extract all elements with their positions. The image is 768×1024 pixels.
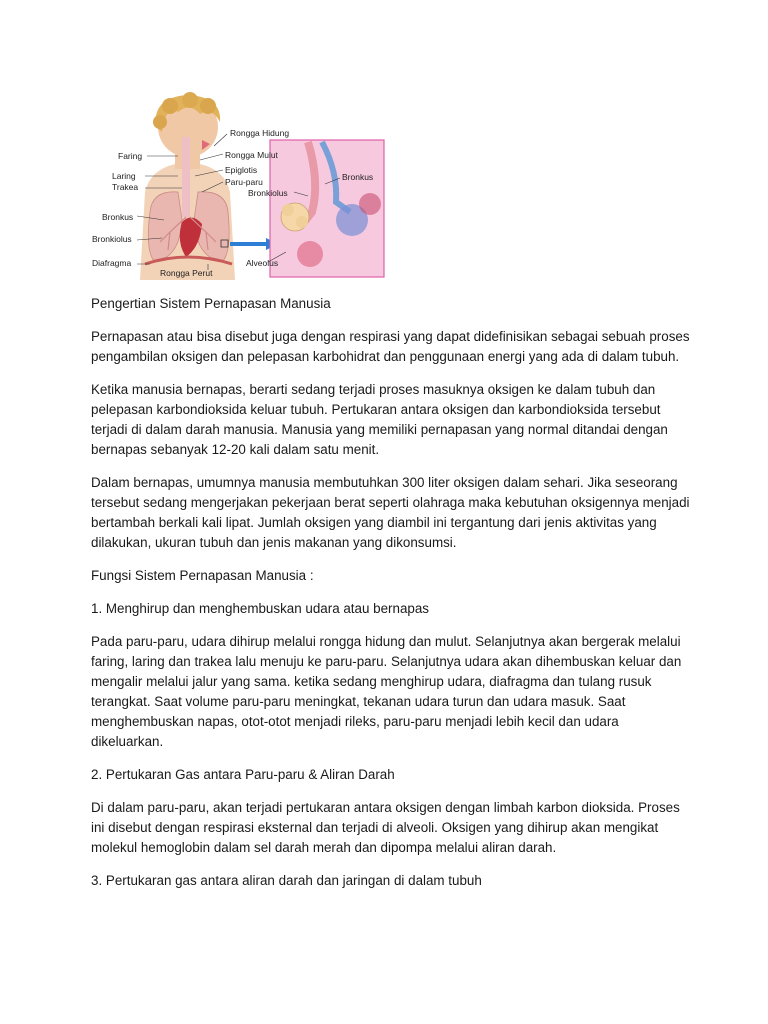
- paragraph: Ketika manusia bernapas, berarti sedang terjadi proses masuknya oksigen ke dalam tubuh dan pelepasan karbondioksida keluar tubuh. Pertukaran antara oksigen dan karbondioksida tersebut terjadi di dalam darah manusia. Manusia yang memiliki pernapasan yang normal ditandai dengan bernapas sebanyak 12-20 kali dalam satu menit.: [91, 382, 668, 457]
- paragraph: Dalam bernapas, umumnya manusia membutuhkan 300 liter oksigen dalam sehari. Jika seseorang tersebut sedang mengerjakan pekerjaan berat seperti olahraga maka kebutuhan oksigennya menjadi bertambah berkali kali lipat. Jumlah oksigen yang diambil ini tergantung dari jenis aktivitas yang dilakukan, ukuran tubuh dan jenis makanan yang dikonsumsi.: [91, 475, 690, 550]
- label-paru-paru: Paru-paru: [225, 177, 263, 187]
- respiratory-system-figure: [90, 92, 390, 280]
- label-rongga-hidung: Rongga Hidung: [230, 128, 290, 138]
- paragraph: Di dalam paru-paru, akan terjadi pertukaran antara oksigen dengan limbah karbon dioksida. Proses ini disebut dengan respirasi eksternal dan terjadi di alveoli. Oksigen yang dihirup akan mengikat molekul hemoglobin dalam sel darah merah dan dipompa melalui aliran darah.: [91, 800, 680, 855]
- label-rongga-mulut: Rongga Mulut: [225, 150, 278, 160]
- label-trakea: Trakea: [112, 182, 139, 192]
- section-heading: Pengertian Sistem Pernapasan Manusia: [91, 296, 331, 311]
- trachea-shape: [182, 137, 190, 217]
- list-heading: 2. Pertukaran Gas antara Paru-paru & Aliran Darah: [91, 767, 395, 782]
- label-bronkus-right: Bronkus: [342, 172, 374, 182]
- list-heading: 3. Pertukaran gas antara aliran darah dan jaringan di dalam tubuh: [91, 873, 482, 888]
- list-heading: 1. Menghirup dan menghembuskan udara atau bernapas: [91, 601, 429, 616]
- paragraph: Pernapasan atau bisa disebut juga dengan respirasi yang dapat didefinisikan sebagai sebuah proses pengambilan oksigen dan pelepasan karbohidrat dan penggunaan energi yang ada di dalam tubuh.: [91, 329, 690, 364]
- section-heading: Fungsi Sistem Pernapasan Manusia :: [91, 568, 314, 583]
- label-epiglotis: Epiglotis: [225, 165, 258, 175]
- label-alveolus: Alveolus: [246, 258, 279, 268]
- label-faring: Faring: [118, 151, 143, 161]
- label-bronkus-left: Bronkus: [102, 212, 134, 222]
- label-laring: Laring: [112, 171, 136, 181]
- article-body: [91, 294, 691, 904]
- label-bronkiolus-left: Bronkiolus: [92, 234, 132, 244]
- respiratory-diagram: [90, 92, 390, 280]
- label-rongga-perut: Rongga Perut: [160, 268, 213, 278]
- label-bronkiolus-right: Bronkiolus: [248, 188, 288, 198]
- label-diafragma: Diafragma: [92, 258, 132, 268]
- paragraph: Pada paru-paru, udara dihirup melalui rongga hidung dan mulut. Selanjutnya akan bergerak melalui faring, laring dan trakea lalu menuju ke paru-paru. Selanjutnya udara akan dihembuskan keluar dan mengalir melalui jalur yang sama. ketika sedang menghirup udara, diafragma dan tulang rusuk terangkat. Saat volume paru-paru meningkat, tekanan udara turun dan udara masuk. Saat menghembuskan napas, otot-otot menjadi rileks, paru-paru menjadi lebih kecil dan udara dikeluarkan.: [91, 634, 682, 749]
